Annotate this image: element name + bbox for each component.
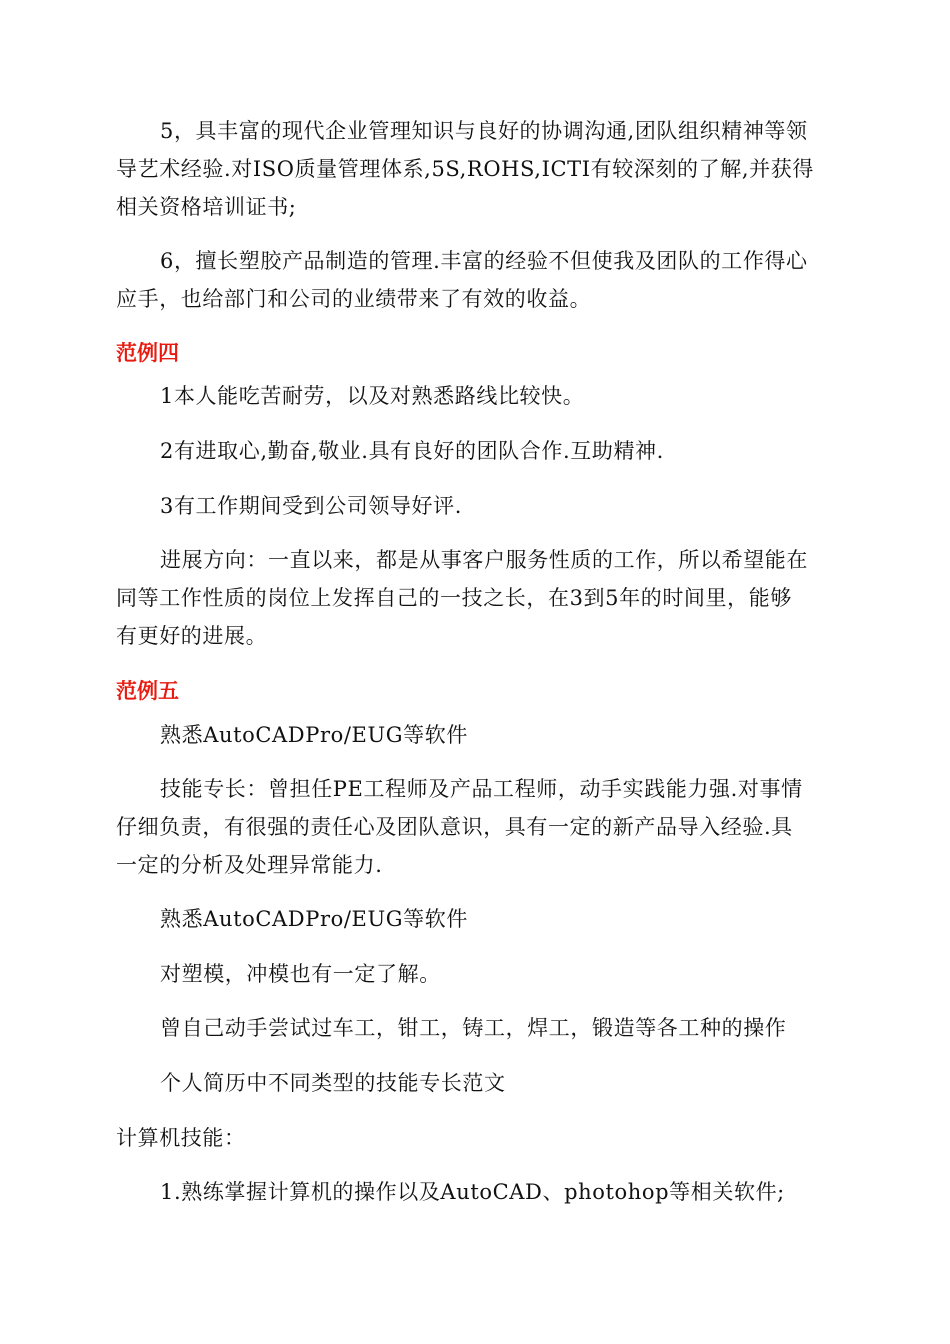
example-4-item-2: 2有进取心,勤奋,敬业.具有良好的团队合作.互助精神. bbox=[160, 439, 664, 463]
computer-skills-label: 计算机技能： bbox=[116, 1126, 246, 1150]
direction-line-2: 同等工作性质的岗位上发挥自己的一技之长，在3到5年的时间里，能够 bbox=[116, 586, 792, 610]
computer-skills-item-1: 1.熟练掌握计算机的操作以及AutoCAD、photohop等相关软件; bbox=[160, 1180, 785, 1204]
example-4-item-1: 1本人能吃苦耐劳，以及对熟悉路线比较快。 bbox=[160, 384, 585, 408]
item-5-line-1: 5，具丰富的现代企业管理知识与良好的协调沟通,团队组织精神等领 bbox=[160, 119, 808, 143]
item-6-line-1: 6，擅长塑胶产品制造的管理.丰富的经验不但使我及团队的工作得心 bbox=[160, 249, 808, 273]
item-6-line-2: 应手，也给部门和公司的业绩带来了有效的收益。 bbox=[116, 287, 592, 311]
software-line-1: 熟悉AutoCADPro/EUG等软件 bbox=[160, 723, 468, 747]
item-5-line-2: 导艺术经验.对ISO质量管理体系,5S,ROHS,ICTI有较深刻的了解,并获得 bbox=[116, 157, 814, 181]
skills-line-2: 仔细负责，有很强的责任心及团队意识，具有一定的新产品导入经验.具 bbox=[116, 815, 793, 839]
sample-title-line: 个人简历中不同类型的技能专长范文 bbox=[160, 1071, 506, 1095]
skills-line-3: 一定的分析及处理异常能力. bbox=[116, 853, 383, 877]
example-5-heading: 范例五 bbox=[116, 679, 179, 703]
example-4-heading: 范例四 bbox=[116, 341, 179, 365]
item-5-line-3: 相关资格培训证书; bbox=[116, 195, 297, 219]
skills-line-1: 技能专长：曾担任PE工程师及产品工程师，动手实践能力强.对事情 bbox=[160, 777, 803, 801]
software-line-2: 熟悉AutoCADPro/EUG等软件 bbox=[160, 907, 468, 931]
handson-line: 曾自己动手尝试过车工，钳工，铸工，焊工，锻造等各工种的操作 bbox=[160, 1016, 787, 1040]
molding-line: 对塑模，冲模也有一定了解。 bbox=[160, 962, 441, 986]
direction-line-1: 进展方向：一直以来，都是从事客户服务性质的工作，所以希望能在 bbox=[160, 548, 808, 572]
example-4-item-3: 3有工作期间受到公司领导好评. bbox=[160, 494, 463, 518]
direction-line-3: 有更好的进展。 bbox=[116, 624, 268, 648]
